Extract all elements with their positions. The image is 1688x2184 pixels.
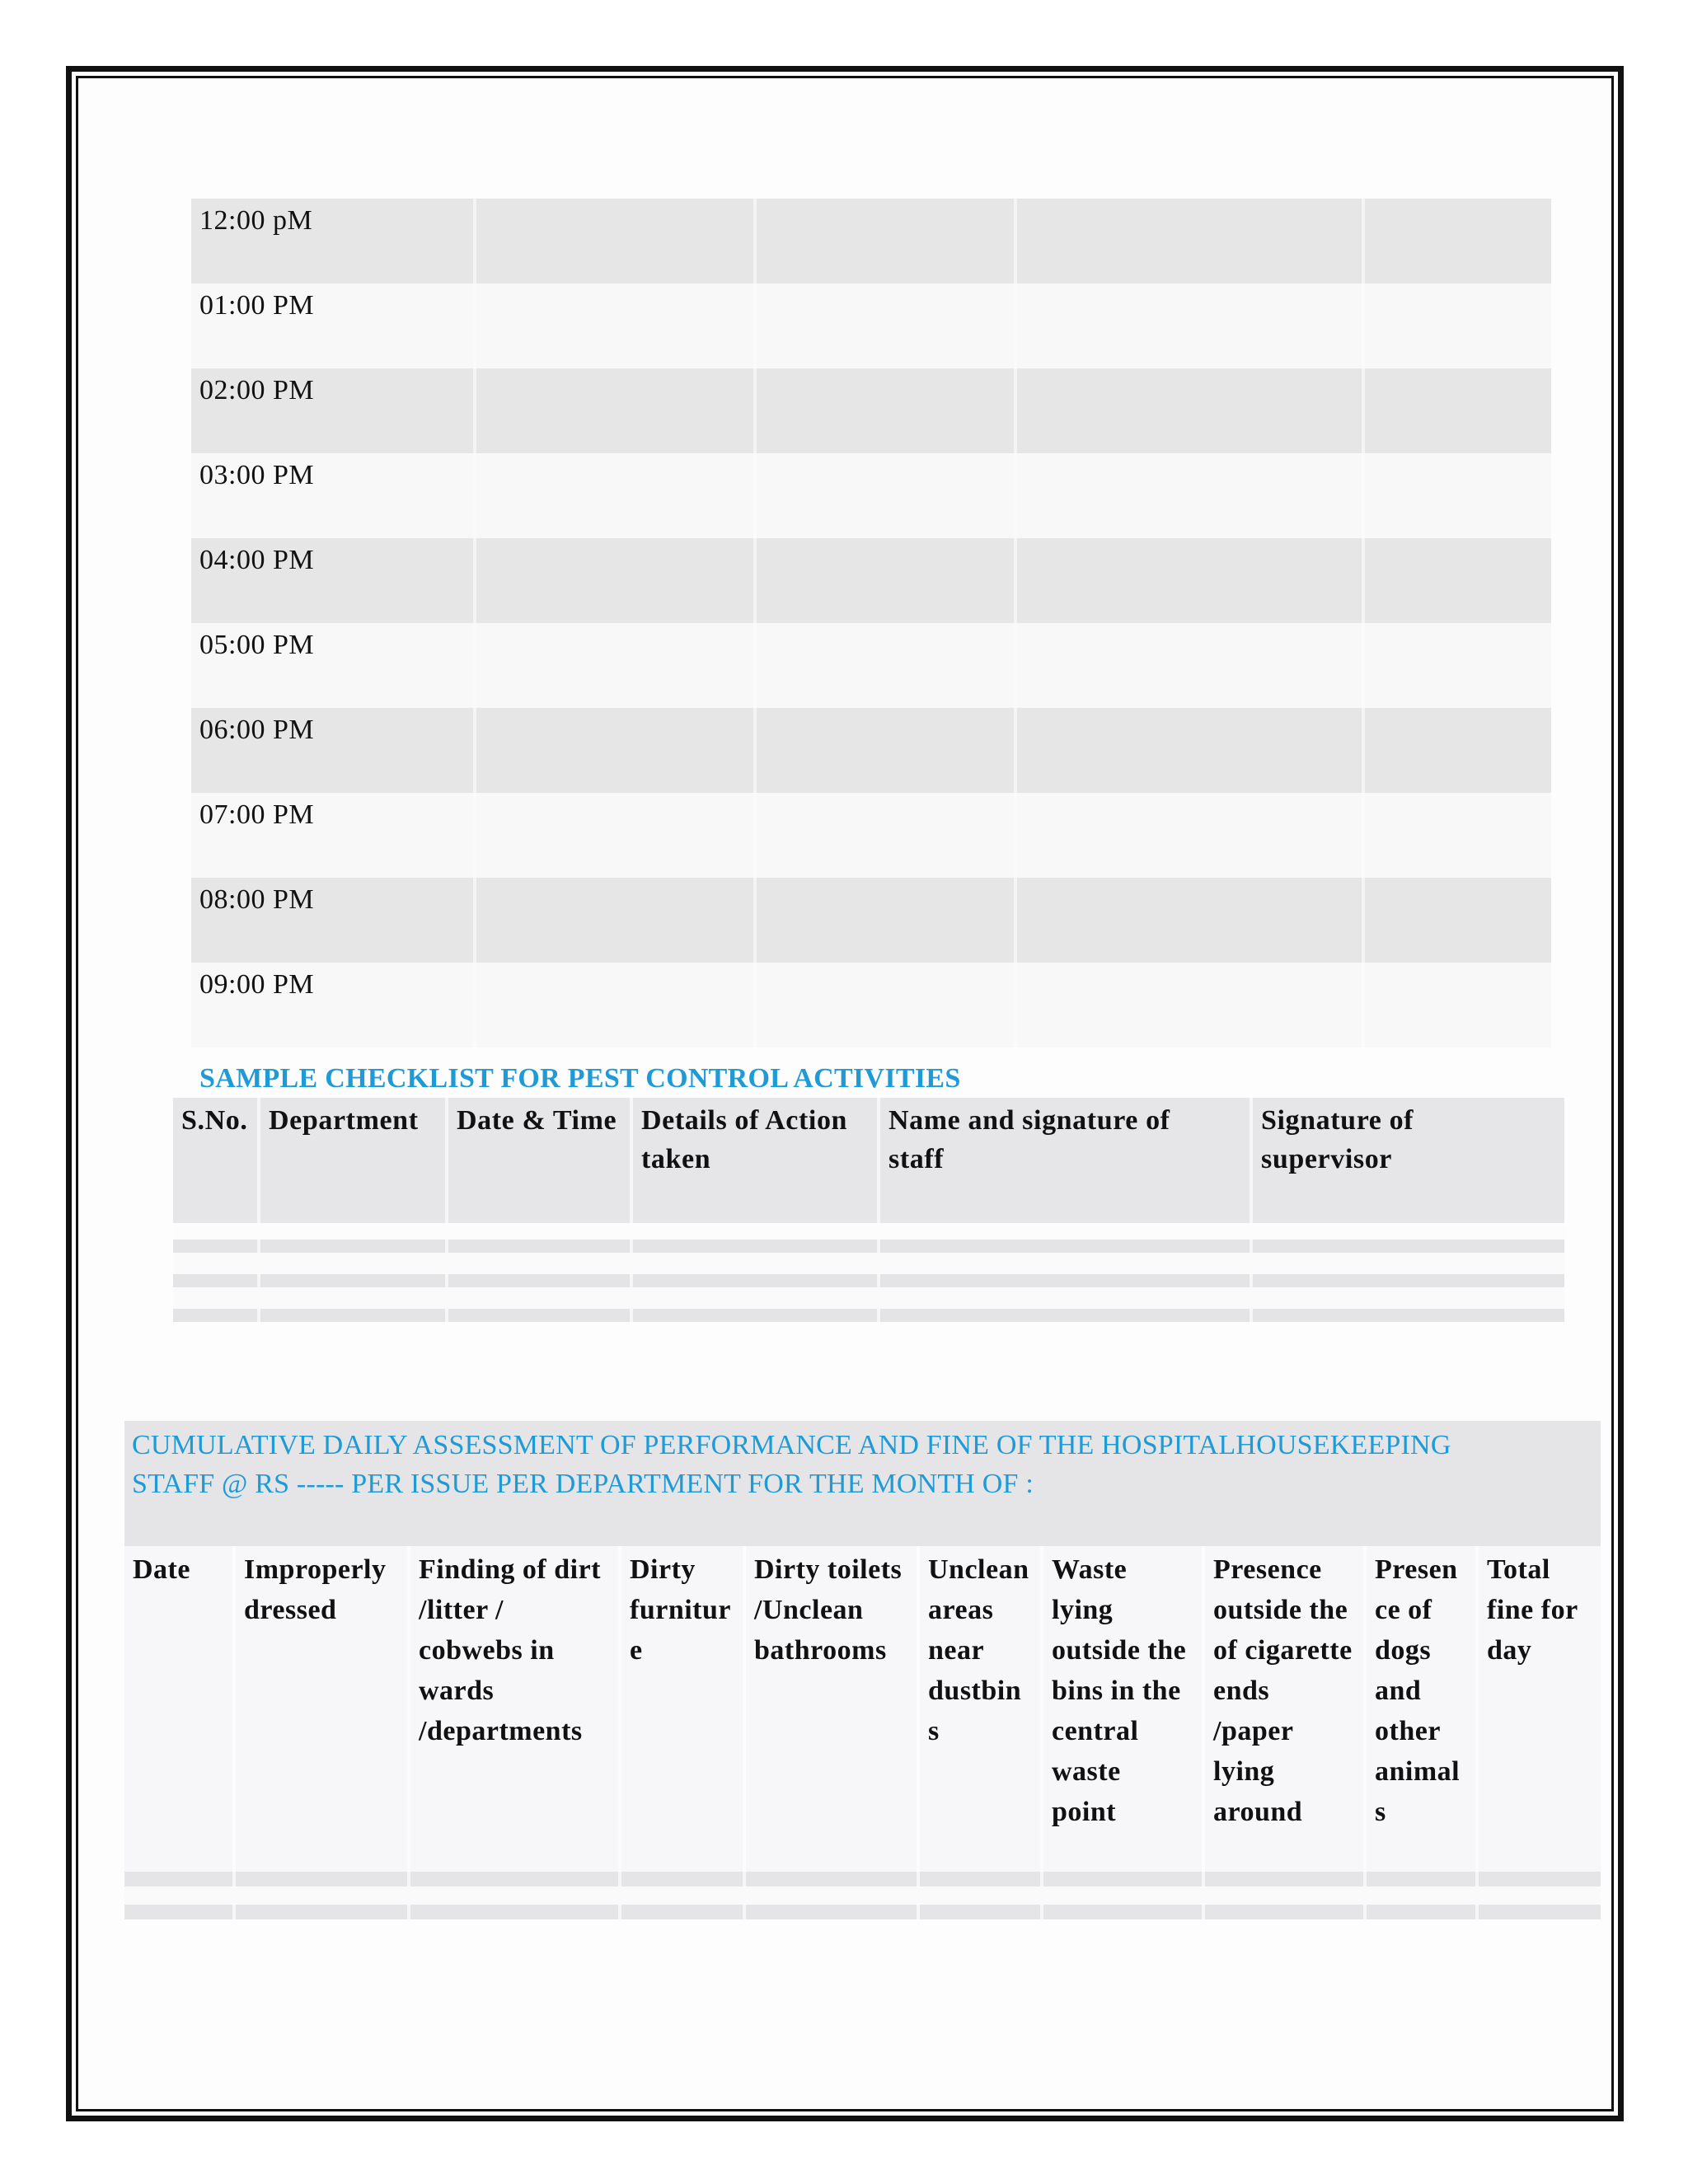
column-header: Waste lying outside the bins in the central waste point bbox=[1043, 1546, 1205, 1872]
table-row bbox=[124, 1872, 1601, 1886]
table-row bbox=[191, 963, 1551, 1047]
table-row bbox=[191, 284, 1551, 368]
time-table bbox=[191, 199, 1551, 1047]
time-label: 07:00 PM bbox=[199, 799, 315, 830]
cumulative-table-body bbox=[124, 1872, 1601, 1919]
column-header: Presen ce of dogs and other animal s bbox=[1367, 1546, 1479, 1872]
table-row bbox=[173, 1274, 1564, 1287]
cumulative-title-line: CUMULATIVE DAILY ASSESSMENT OF PERFORMANCE AND FINE OF THE HOSPITALHOUSEKEEPING bbox=[132, 1430, 1451, 1460]
pest-checklist-table bbox=[173, 1098, 1564, 1322]
table-row bbox=[191, 878, 1551, 963]
table-row bbox=[191, 453, 1551, 538]
column-header: Department bbox=[260, 1098, 448, 1223]
column-header: Total fine for day bbox=[1487, 1554, 1578, 1666]
time-label: 08:00 PM bbox=[199, 884, 315, 915]
column-header: Details of Action taken bbox=[633, 1098, 880, 1223]
cumulative-title bbox=[132, 1426, 1599, 1503]
time-label: 03:00 PM bbox=[199, 460, 315, 490]
time-label: 01:00 PM bbox=[199, 290, 315, 321]
time-label: 09:00 PM bbox=[199, 969, 315, 1000]
table-row bbox=[191, 368, 1551, 453]
time-label: 05:00 PM bbox=[199, 630, 315, 660]
column-header: Dirty furnitur e bbox=[621, 1546, 746, 1872]
pest-checklist-title: SAMPLE CHECKLIST FOR PEST CONTROL ACTIVITIES bbox=[199, 1063, 961, 1094]
table-row bbox=[191, 538, 1551, 623]
cumulative-title-line: STAFF @ RS ----- PER ISSUE PER DEPARTMENT FOR THE MONTH OF : bbox=[132, 1469, 1034, 1499]
column-header: S.No. bbox=[173, 1098, 260, 1223]
time-label: 04:00 PM bbox=[199, 545, 315, 575]
table-row bbox=[191, 623, 1551, 708]
time-label: 06:00 PM bbox=[199, 715, 315, 745]
column-header: Presence outside the of cigarette ends /paper lying around bbox=[1205, 1546, 1367, 1872]
table-row bbox=[124, 1905, 1601, 1919]
table-header-row bbox=[173, 1098, 1564, 1223]
column-header: Signature of supervisor bbox=[1253, 1098, 1564, 1223]
column-header: Date & Time bbox=[448, 1098, 633, 1223]
column-header: Date bbox=[124, 1546, 236, 1872]
table-row bbox=[173, 1240, 1564, 1253]
table-row bbox=[191, 708, 1551, 793]
table-row bbox=[191, 199, 1551, 284]
table-row bbox=[191, 793, 1551, 878]
column-header: Dirty toilets /Unclean bathrooms bbox=[746, 1546, 920, 1872]
column-header: Name and signature of staff bbox=[880, 1098, 1253, 1223]
table-row bbox=[173, 1309, 1564, 1322]
column-header: Unclean areas near dustbin s bbox=[920, 1546, 1043, 1872]
cumulative-header-row bbox=[124, 1546, 1601, 1872]
time-label: 02:00 PM bbox=[199, 375, 315, 405]
time-label: 12:00 pM bbox=[199, 205, 313, 236]
column-header: Finding of dirt /litter / cobwebs in wards /departments bbox=[410, 1546, 621, 1872]
column-header: Improperly dressed bbox=[236, 1546, 410, 1872]
